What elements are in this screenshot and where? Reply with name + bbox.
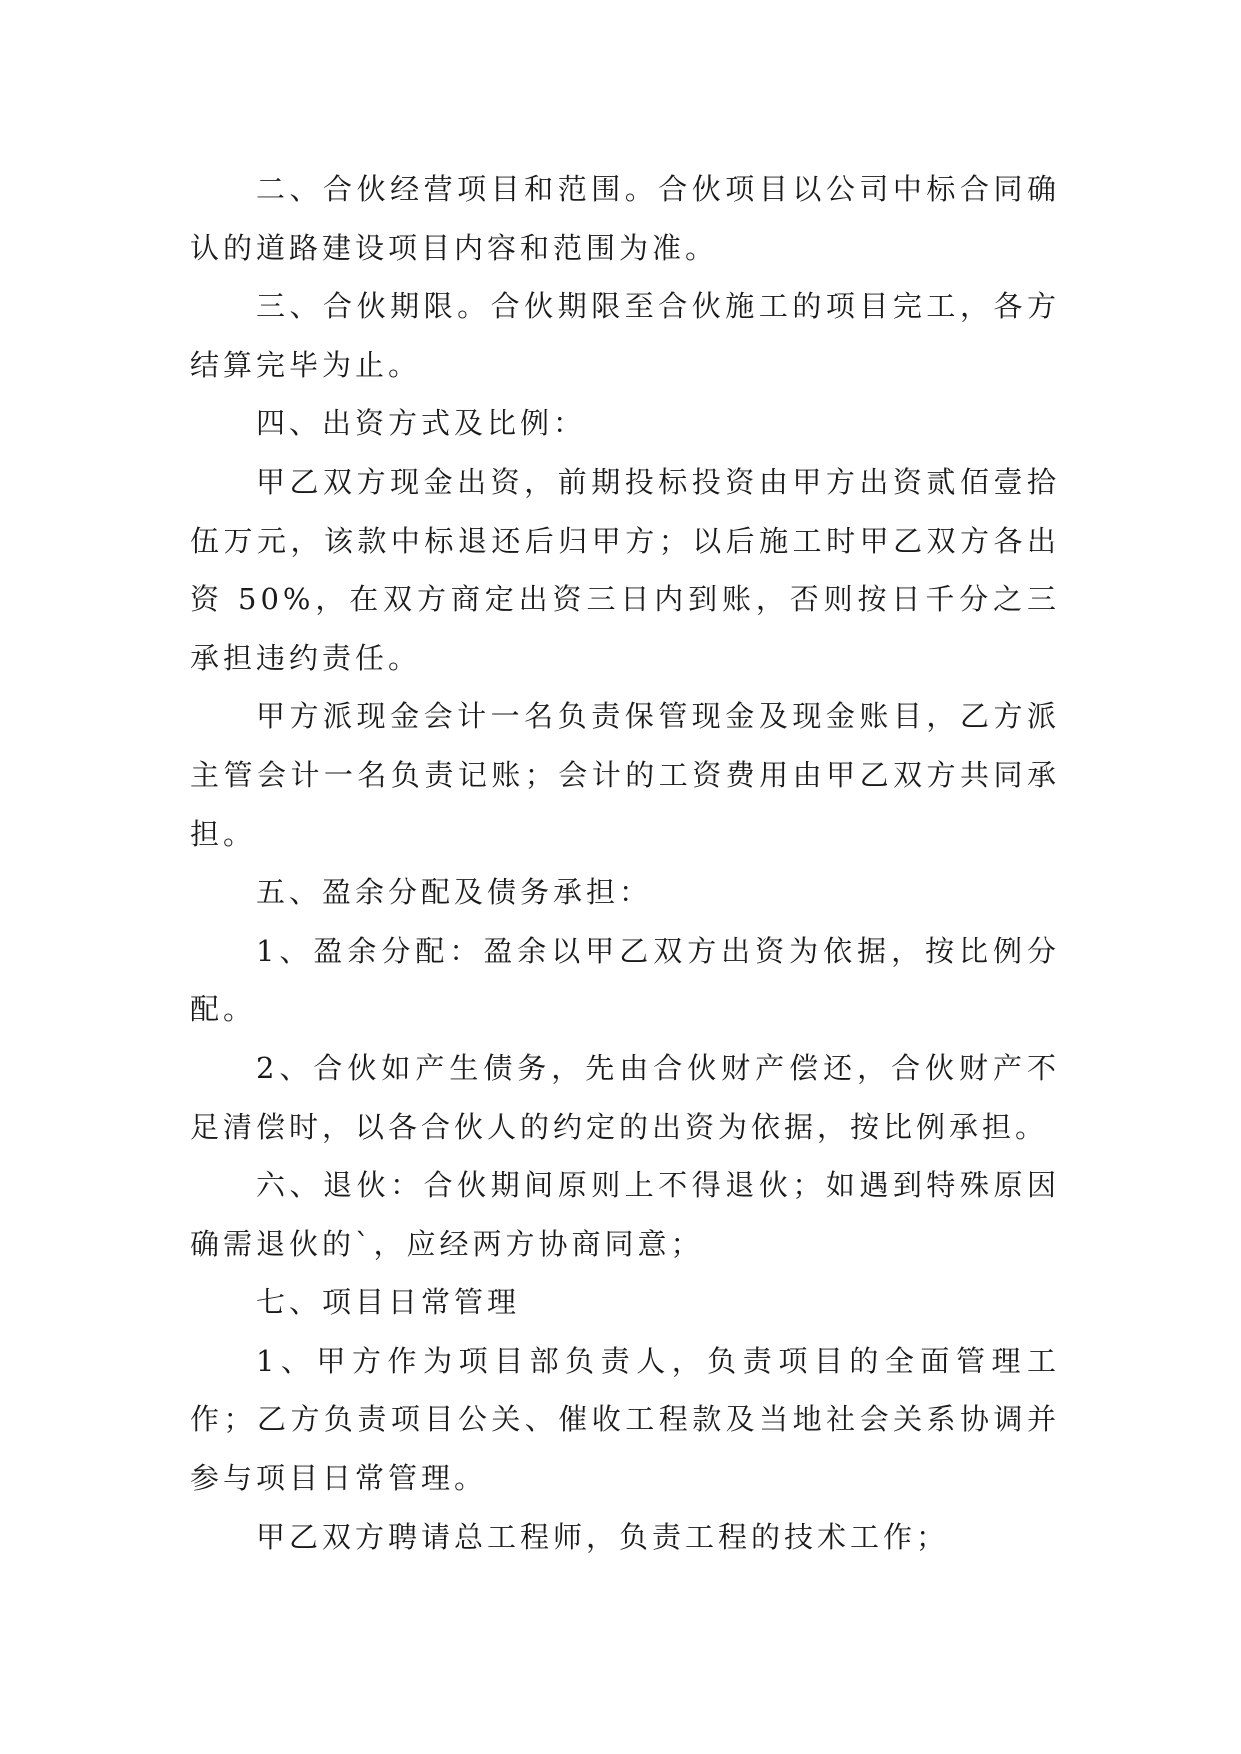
paragraph-accountants: 甲方派现金会计一名负责保管现金及现金账目，乙方派主管会计一名负责记账；会计的工资费用由甲乙双方共同承担。 — [190, 699, 1060, 851]
paragraph-chief-engineer: 甲乙双方聘请总工程师，负责工程的技术工作； — [256, 1519, 950, 1554]
document-body — [190, 160, 1060, 1566]
paragraph-term: 三、合伙期限。合伙期限至合伙施工的项目完工，各方结算完毕为止。 — [190, 289, 1060, 382]
paragraph-profit-heading: 五、盈余分配及债务承担： — [256, 875, 653, 910]
paragraph-withdrawal: 六、退伙：合伙期间原则上不得退伙；如遇到特殊原因确需退伙的`，应经两方协商同意； — [190, 1168, 1060, 1261]
paragraph-debt: 2、合伙如产生债务，先由合伙财产偿还，合伙财产不足清偿时，以各合伙人的约定的出资为依据，按比例承担。 — [190, 1050, 1060, 1144]
paragraph-management-duties: 1、甲方作为项目部负责人，负责项目的全面管理工作；乙方负责项目公关、催收工程款及当地社会关系协调并参与项目日常管理。 — [190, 1343, 1060, 1496]
paragraph-profit-distribution: 1、盈余分配：盈余以甲乙双方出资为依据，按比例分配。 — [190, 933, 1060, 1027]
paragraph-management-heading: 七、项目日常管理 — [256, 1285, 521, 1320]
paragraph-scope: 二、合伙经营项目和范围。合伙项目以公司中标合同确认的道路建设项目内容和范围为准。 — [190, 172, 1060, 265]
paragraph-contribution-heading: 四、出资方式及比例： — [256, 406, 587, 441]
paragraph-cash-contribution: 甲乙双方现金出资，前期投标投资由甲方出资贰佰壹拾伍万元，该款中标退还后归甲方；以后施工时甲乙双方各出资 50%，在双方商定出资三日内到账，否则按日千分之三承担违约责任。 — [190, 464, 1060, 675]
